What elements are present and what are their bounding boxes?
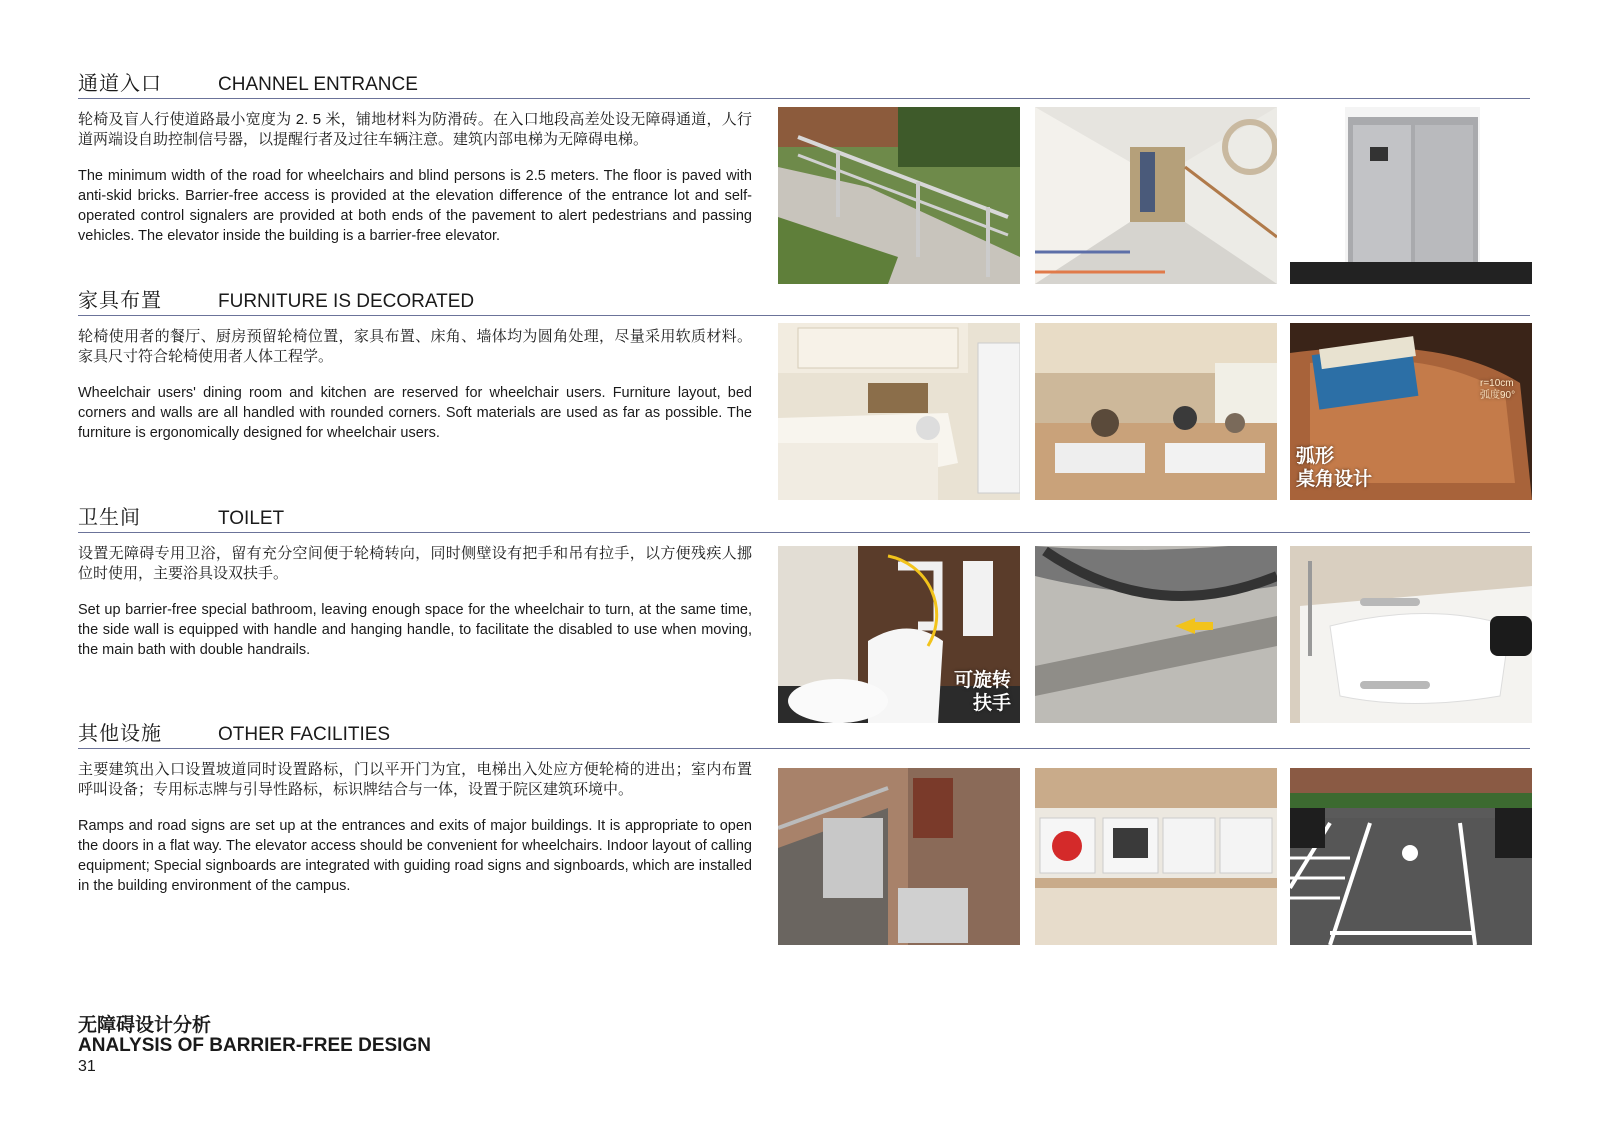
section-header xyxy=(78,289,1530,316)
section-title-cn: 家具布置 xyxy=(78,290,162,312)
photo-toilet-handle xyxy=(778,546,1020,723)
section-header xyxy=(78,722,1530,749)
photo-rounded-table-corner xyxy=(1290,323,1532,500)
photo-accessible-parking xyxy=(1290,768,1532,945)
photo-label-table-dims: r=10cm 弧度90° xyxy=(1480,378,1516,401)
photo-stair-lift xyxy=(778,768,1020,945)
photo-ramp-handrail xyxy=(778,107,1020,284)
section-text-cn: 主要建筑出入口设置坡道同时设置路标，门以平开门为宜，电梯出入处应方便轮椅的进出；室内布置呼叫设备；专用标志牌与引导性路标，标识牌结合与一体，设置于院区建筑环境中。 xyxy=(78,761,752,798)
photo-corridor xyxy=(1035,107,1277,284)
section-title-en: OTHER FACILITIES xyxy=(218,724,391,745)
section-title-cn: 通道入口 xyxy=(78,73,162,95)
section-text-cn: 轮椅使用者的餐厅、厨房预留轮椅位置，家具布置、床角、墙体均为圆角处理，尽量采用软质材料。家具尺寸符合轮椅使用者人体工程学。 xyxy=(78,328,752,365)
section-text-en: Set up barrier-free special bathroom, leaving enough space for the wheelchair to turn, at the same time, the side wall is equipped with handle and hanging handle, to facilitate the disabled to use when moving, the main bath with double handrails. xyxy=(78,602,752,658)
section-title-en: TOILET xyxy=(218,508,285,529)
section-header xyxy=(78,506,1530,533)
section-text-en: Wheelchair users' dining room and kitchen are reserved for wheelchair users. Furniture layout, bed corners and walls are all handled with rounded corners. Soft materials are used as far as possible. The furniture is ergonomically designed for wheelchair users. xyxy=(78,385,752,441)
section-other-facilities xyxy=(78,722,1530,894)
photo-elevator xyxy=(1290,107,1532,284)
footer-title-en: ANALYSIS OF BARRIER-FREE DESIGN xyxy=(78,1035,431,1056)
photo-dining-room xyxy=(1035,323,1277,500)
photo-bathtub xyxy=(1290,546,1532,723)
section-title-cn: 卫生间 xyxy=(78,507,141,529)
section-toilet xyxy=(78,506,1530,658)
section-title-en: CHANNEL ENTRANCE xyxy=(218,74,418,95)
section-title-cn: 其他设施 xyxy=(78,723,162,745)
section-text xyxy=(78,760,752,896)
section-text xyxy=(78,110,752,246)
photo-kitchen xyxy=(778,323,1020,500)
footer-title-cn: 无障碍设计分析 xyxy=(78,1015,212,1036)
section-text-en: The minimum width of the road for wheelchairs and blind persons is 2.5 meters. The floor is paved with anti-skid bricks. Barrier-free access is provided at the elevation difference of the entrance lot and self-operated control signalers are provided at both ends of the pavement to alert pedestrians and passing vehicles. The elevator inside the building is a barrier-free elevator. xyxy=(78,168,752,244)
section-channel-entrance xyxy=(78,72,1530,244)
photo-wheelchair-threshold xyxy=(1035,546,1277,723)
section-text xyxy=(78,544,752,660)
photo-label-table-corner: 弧形 桌角设计 xyxy=(1296,446,1373,490)
page-number: 31 xyxy=(78,1058,96,1075)
section-text xyxy=(78,327,752,443)
photo-call-buttons xyxy=(1035,768,1277,945)
section-title-en: FURNITURE IS DECORATED xyxy=(218,291,475,312)
section-header xyxy=(78,72,1530,99)
section-text-cn: 轮椅及盲人行使道路最小宽度为 2. 5 米，铺地材料为防滑砖。在入口地段高差处设无障碍通道，人行道两端设自助控制信号器，以提醒行者及过往车辆注意。建筑内部电梯为无障碍电梯。 xyxy=(78,111,752,148)
section-text-cn: 设置无障碍专用卫浴，留有充分空间便于轮椅转向，同时侧壁设有把手和吊有拉手，以方便残疾人挪位时使用，主要浴具设双扶手。 xyxy=(78,545,752,582)
photo-label-rotating-handle: 可旋转 扶手 xyxy=(954,670,1012,714)
section-text-en: Ramps and road signs are set up at the entrances and exits of major buildings. It is appropriate to open the doors in a flat way. The elevator access should be convenient for wheelchairs. Indoor layout of calling equipment; Special signboards are integrated with guiding road signs and signboards, which are installed in the building environment of the campus. xyxy=(78,818,752,894)
